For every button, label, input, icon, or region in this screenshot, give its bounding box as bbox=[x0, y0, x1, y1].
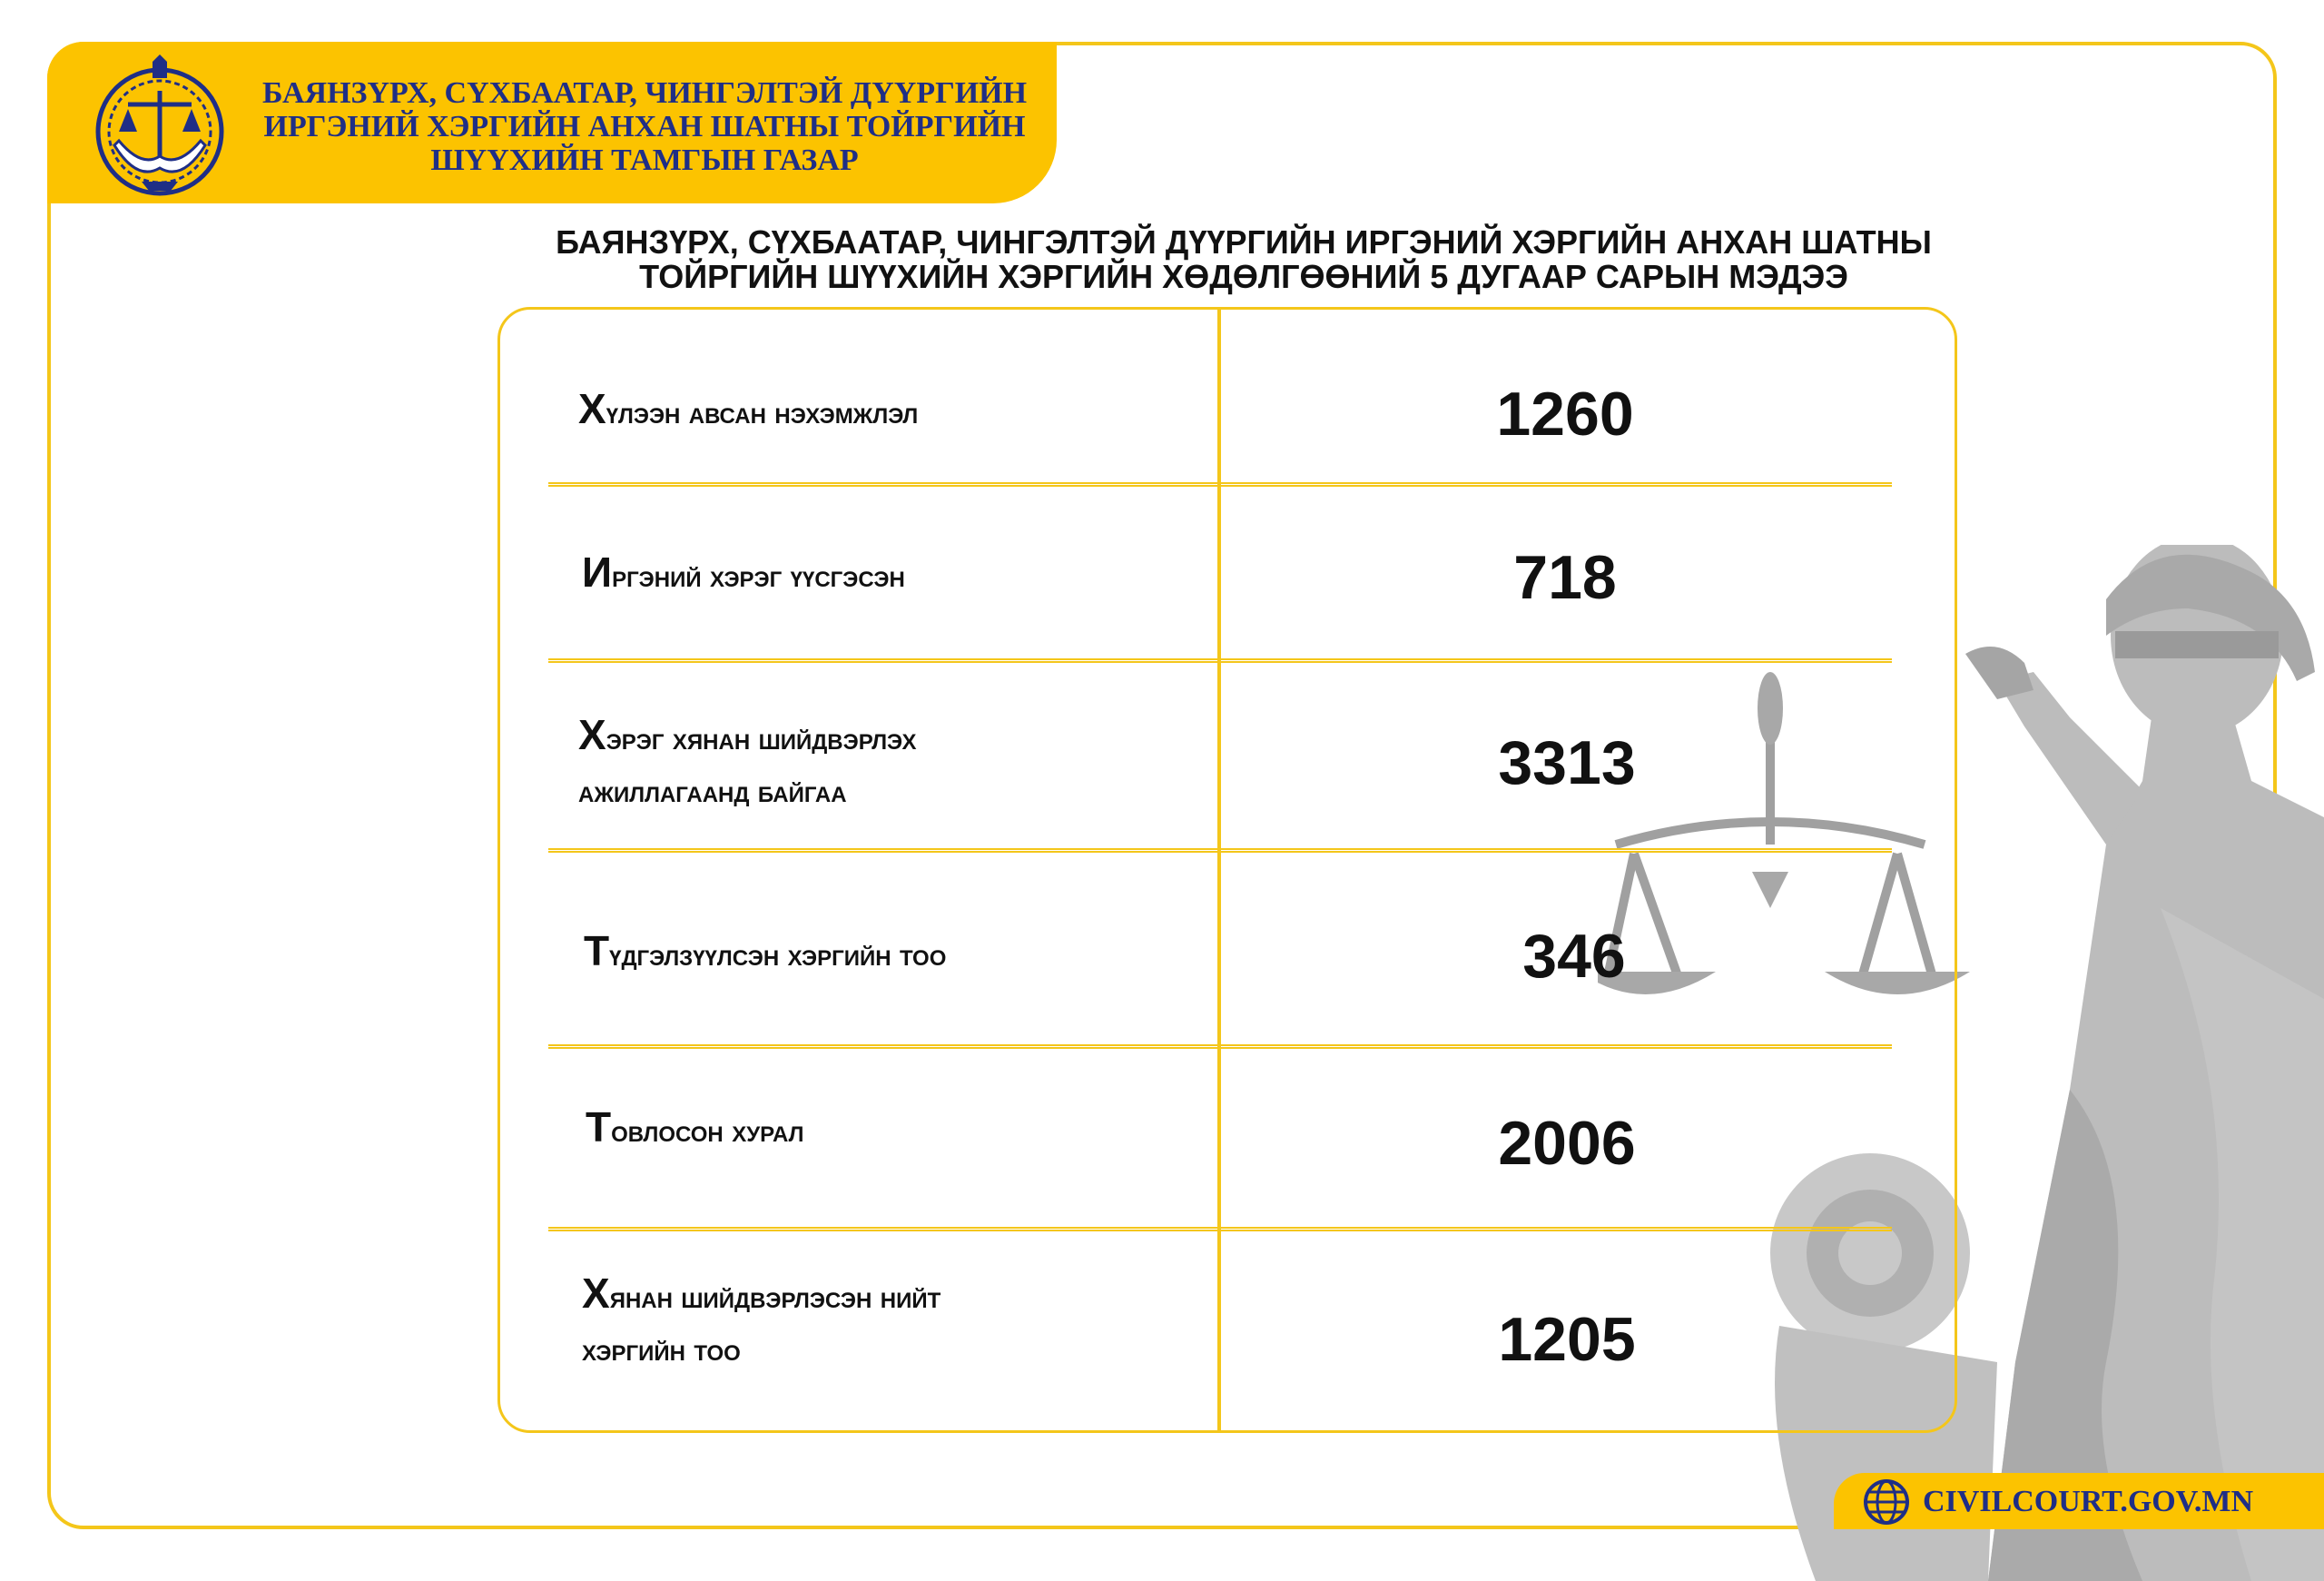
org-name-line-1: БАЯНЗҮРХ, СҮХБААТАР, ЧИНГЭЛТЭЙ ДҮҮРГИЙН bbox=[261, 76, 1028, 110]
title-line-1: БАЯНЗҮРХ, СҮХБААТАР, ЧИНГЭЛТЭЙ ДҮҮРГИЙН ИРГЭНИЙ ХЭРГИЙН АНХАН ШАТНЫ bbox=[556, 223, 1932, 261]
column-divider bbox=[1217, 307, 1221, 1433]
row-separator bbox=[548, 848, 1892, 853]
value-scheduled-hearings: 2006 bbox=[1498, 1109, 1636, 1178]
title-line-2: ТОЙРГИЙН ШҮҮХИЙН ХЭРГИЙН ХӨДӨЛГӨӨНИЙ 5 ДУГААР САРЫН МЭДЭЭ bbox=[639, 258, 1848, 295]
value-received-claims: 1260 bbox=[1496, 380, 1634, 449]
website-link[interactable]: CIVILCOURT.GOV.MN bbox=[1923, 1485, 2254, 1518]
stats-table bbox=[497, 307, 1957, 1433]
row-label-cases-opened: Иргэний хэрэг үүсгэсэн bbox=[582, 548, 905, 596]
row-label-total-cases-resolved: Хянан шийдвэрлэсэн нийт хэргийн тоо bbox=[582, 1270, 941, 1368]
row-label-suspended-cases: Түдгэлзүүлсэн хэргийн тоо bbox=[584, 927, 947, 974]
value-cases-in-progress: 3313 bbox=[1498, 728, 1636, 797]
row-separator bbox=[548, 1044, 1892, 1049]
row-label-received-claims: Хүлээн авсан нэхэмжлэл bbox=[578, 385, 919, 432]
org-name-line-3: ШҮҮХИЙН ТАМГЫН ГАЗАР bbox=[430, 143, 859, 177]
row-separator bbox=[548, 482, 1892, 487]
court-emblem-icon bbox=[87, 54, 232, 200]
row-separator bbox=[548, 658, 1892, 663]
organization-name bbox=[245, 76, 1044, 177]
row-separator bbox=[548, 1227, 1892, 1231]
page-title bbox=[472, 225, 2015, 294]
row-label-scheduled-hearings: Товлосон хурал bbox=[586, 1103, 804, 1151]
org-name-line-2: ИРГЭНИЙ ХЭРГИЙН АНХАН ШАТНЫ ТОЙРГИЙН bbox=[263, 110, 1026, 143]
value-total-cases-resolved: 1205 bbox=[1498, 1305, 1636, 1374]
value-suspended-cases: 346 bbox=[1522, 922, 1626, 991]
row-label-cases-in-progress: Хэрэг хянан шийдвэрлэх ажиллагаанд байгаа bbox=[578, 711, 917, 809]
value-cases-opened: 718 bbox=[1513, 543, 1617, 612]
globe-icon bbox=[1863, 1478, 1910, 1526]
